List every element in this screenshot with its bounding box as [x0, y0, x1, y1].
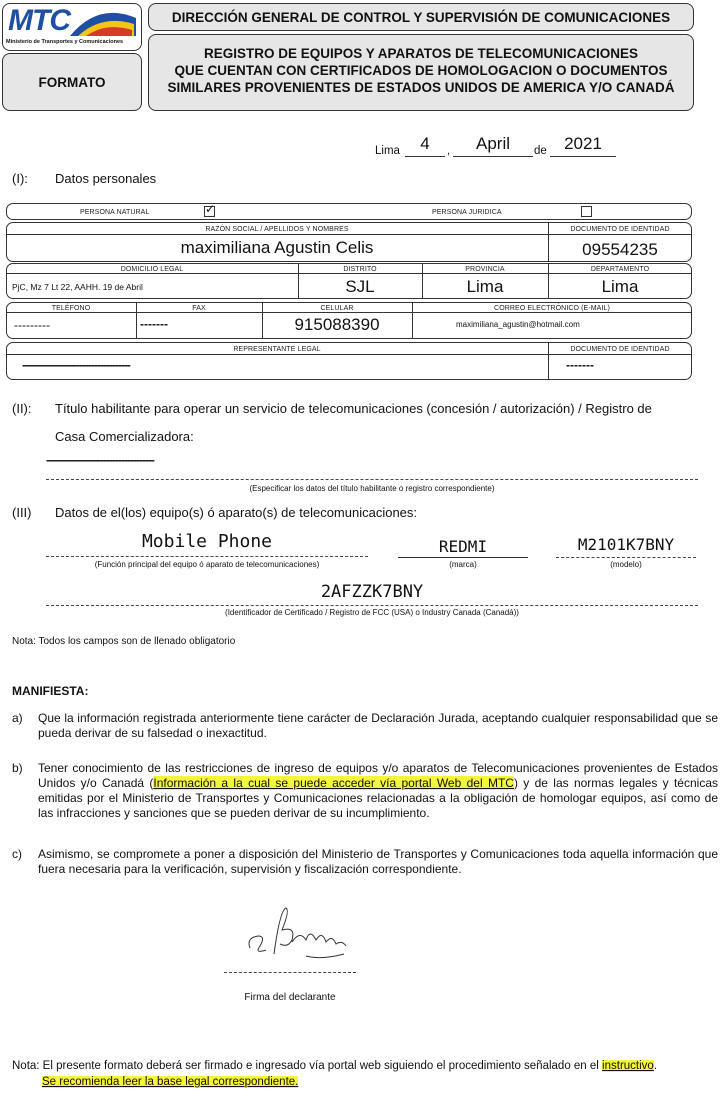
documento-label: DOCUMENTO DE IDENTIDAD	[570, 226, 670, 233]
persona-juridica-label: PERSONA JURIDICA	[432, 209, 502, 216]
item-b-label: b)	[12, 761, 23, 775]
nota-obligatorio: Nota: Todos los campos son de llenado obligatorio	[12, 636, 236, 647]
domicilio-value[interactable]: PjC, Mz 7 Lt 22, AAHH. 19 de Abril	[12, 282, 143, 292]
logo-flag-icon	[68, 8, 138, 38]
form-title-line3: SIMILARES PROVENIENTES DE ESTADOS UNIDOS DE AMERICA Y/O CANADÁ	[167, 80, 675, 95]
logo-text: MTC	[8, 4, 70, 37]
form-title-line1: REGISTRO DE EQUIPOS Y APARATOS DE TELECOMUNICACIONES	[203, 46, 639, 61]
representante-value[interactable]: ------------------------------------	[22, 358, 130, 372]
date-de: de	[534, 145, 547, 157]
provincia-value[interactable]: Lima	[466, 277, 504, 296]
celular-value[interactable]: 915088390	[294, 315, 380, 334]
persona-juridica-checkbox[interactable]	[581, 206, 592, 217]
section2-caption: (Especificar los datos del título habilitante o registro correspondiente)	[249, 484, 495, 493]
departamento-label: DEPARTAMENTO	[590, 266, 650, 273]
fax-label: FAX	[192, 305, 206, 312]
date-month: April	[475, 134, 510, 153]
telefono-value[interactable]: ---------	[14, 318, 50, 332]
correo-label: CORREO ELECTRÓNICO (E-MAIL)	[494, 305, 610, 312]
instructivo-link[interactable]: instructivo	[602, 1060, 654, 1072]
section2-value[interactable]: ------------------------------------	[46, 453, 154, 467]
form-title-line2: QUE CUENTAN CON CERTIFICADOS DE HOMOLOGACION O DOCUMENTOS	[174, 63, 668, 78]
representante-label: REPRESENTANTE LEGAL	[233, 346, 321, 353]
date-city: Lima	[375, 145, 400, 157]
section2-number: (II):	[12, 401, 32, 416]
distrito-value[interactable]: SJL	[345, 277, 375, 296]
correo-value[interactable]: maximiliana_agustin@hotmail.com	[456, 320, 580, 329]
distrito-label: DISTRITO	[343, 266, 377, 273]
section1-title: Datos personales	[55, 171, 157, 186]
documento-value[interactable]: 09554235	[582, 240, 658, 259]
funcion-caption: (Función principal del equipo ó aparato de telecomunicaciones)	[94, 560, 320, 569]
telefono-label: TELÉFONO	[51, 305, 91, 312]
nota-final: Nota: El presente formato deberá ser firmado e ingresado vía portal web siguiendo el procedimiento señalado en el instructivo.	[12, 1060, 658, 1072]
razon-social-label: RAZÓN SOCIAL / APELLIDOS Y NOMBRES	[205, 226, 349, 233]
item-b-text: Tener conocimiento de las restricciones de ingreso de equipos y/o aparatos de Telecomunicaciones provenientes de Estados Unidos y/o Canadá (Información a la cual se puede acceder vía portal Web del MTC) y de las normas legales y técnicas emitidas por el Ministerio de Transportes y Comunicaciones relacionadas a la obligación de homologar equipos, así como de las infracciones y sanciones que se pueden derivar de su incumplimiento.	[38, 761, 718, 820]
celular-label: CELULAR	[320, 305, 354, 312]
date-year: 2021	[564, 134, 602, 153]
item-a-text: Que la información registrada anteriormente tiene carácter de Declaración Jurada, aceptando cualquier responsabilidad que se pueda derivar de su falsedad o inexactitud.	[38, 711, 718, 740]
date-day: 4	[420, 134, 430, 153]
domicilio-label: DOMICILIO LEGAL	[120, 266, 184, 273]
formato-label: FORMATO	[38, 75, 106, 90]
logo-subtitle: Ministerio de Transportes y Comunicaciones	[6, 39, 124, 45]
signature-image	[236, 900, 356, 970]
razon-social-value[interactable]: maximiliana Agustin Celis	[180, 238, 374, 257]
persona-natural-label: PERSONA NATURAL	[80, 209, 150, 216]
departamento-value[interactable]: Lima	[601, 277, 639, 296]
base-legal-link[interactable]: Se recomienda leer la base legal correspondiente.	[42, 1076, 299, 1088]
fcc-value[interactable]: 2AFZZK7BNY	[320, 582, 424, 602]
modelo-value[interactable]: M2101K7BNY	[577, 535, 675, 554]
section3-title: Datos de el(los) equipo(s) ó aparato(s) de telecomunicaciones:	[55, 505, 418, 520]
marca-value[interactable]: REDMI	[438, 537, 488, 556]
mtc-logo	[6, 6, 138, 48]
marca-caption: (marca)	[449, 560, 477, 569]
section3-number: (III)	[12, 505, 32, 520]
nota-final-line2	[42, 1075, 298, 1090]
provincia-label: PROVINCIA	[465, 266, 505, 273]
signature-caption: Firma del declarante	[244, 992, 336, 1003]
item-c-text: Asimismo, se compromete a poner a disposición del Ministerio de Transportes y Comunicaciones toda aquella información que fuera necesaria para la verificación, supervisión y fiscalización correspondiente.	[38, 847, 718, 876]
direccion-title: DIRECCIÓN GENERAL DE CONTROL Y SUPERVISIÓN DE COMUNICACIONES	[171, 10, 671, 25]
funcion-value[interactable]: Mobile Phone	[141, 531, 273, 552]
section2-text-line1: Título habilitante para operar un servicio de telecomunicaciones (concesión / autorización) / Registro de	[55, 401, 652, 416]
mtc-portal-link[interactable]: Información a la cual se puede acceder vía portal Web del MTC	[153, 776, 514, 790]
check-icon: ✓	[205, 202, 216, 216]
fax-value[interactable]: -------	[140, 317, 168, 331]
manifiesta-title: MANIFIESTA:	[12, 684, 89, 698]
modelo-caption: (modelo)	[610, 560, 642, 569]
fcc-caption: (Identificador de Certificado / Registro de FCC (USA) o Industry Canada (Canadá))	[225, 608, 519, 617]
section1-number: (I):	[12, 171, 28, 186]
doc-rep-value[interactable]: -------	[566, 358, 594, 372]
item-a-label: a)	[12, 711, 23, 725]
doc-rep-label: DOCUMENTO DE IDENTIDAD	[570, 346, 670, 353]
section2-text-line2: Casa Comercializadora:	[55, 429, 194, 444]
item-c-label: c)	[12, 847, 22, 861]
